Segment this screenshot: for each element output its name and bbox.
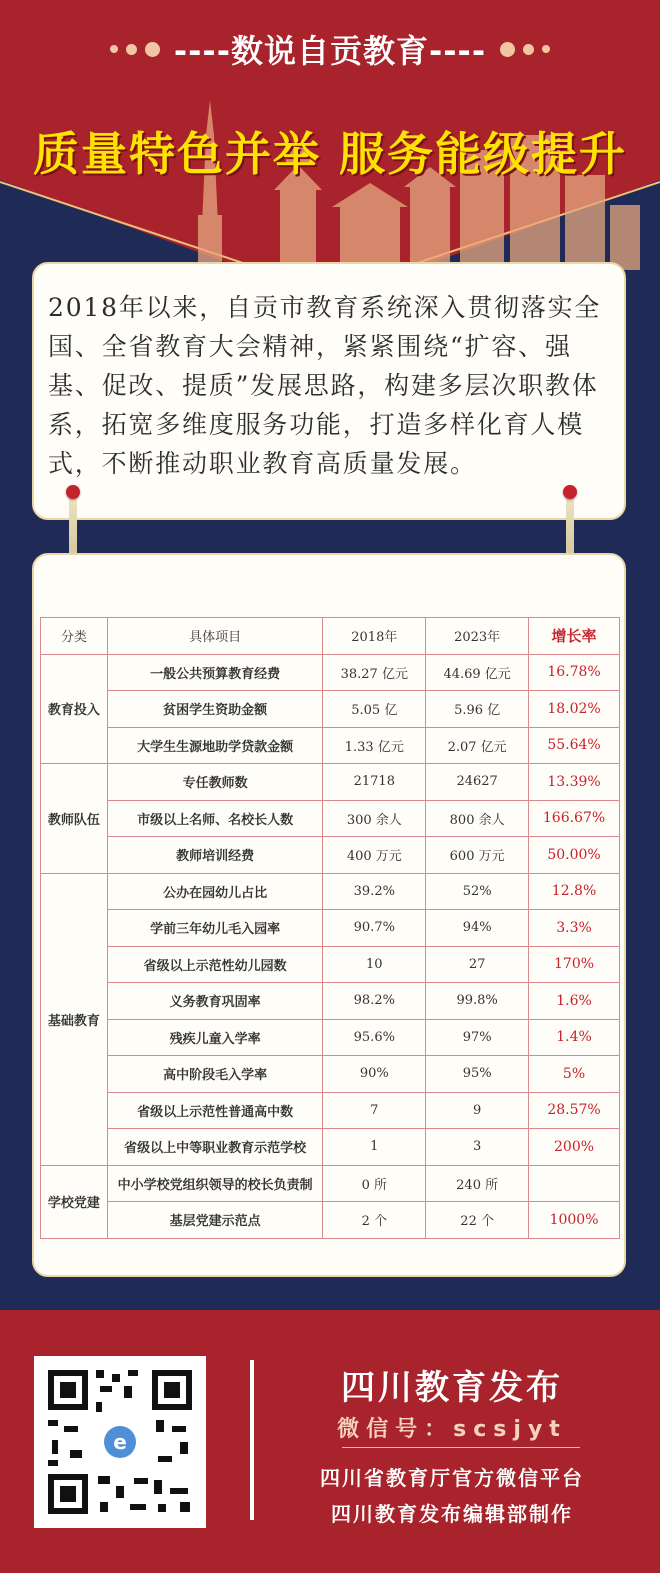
rate-cell: 16.78% (529, 654, 620, 691)
qr-code-icon (34, 1356, 206, 1528)
dot-icon (542, 45, 550, 53)
item-cell: 省级以上示范性普通高中数 (107, 1092, 323, 1129)
item-cell: 教师培训经费 (107, 837, 323, 874)
dot-icon (500, 42, 515, 57)
value-2023-cell: 24627 (426, 764, 529, 801)
made-by-text: 四川教育发布编辑部制作 (331, 1502, 573, 1526)
table-row (41, 764, 620, 801)
item-cell: 市级以上名师、名校长人数 (107, 800, 323, 837)
value-2018-cell: 39.2% (323, 873, 426, 910)
category-cell: 教师队伍 (41, 764, 108, 874)
item-cell: 贫困学生资助金额 (107, 691, 323, 728)
table-header-row (41, 618, 620, 655)
brand-name: 四川教育发布 (341, 1368, 563, 1408)
value-2023-cell: 2.07 亿元 (426, 727, 529, 764)
value-2023-cell: 3 (426, 1129, 529, 1166)
value-2023-cell: 240 所 (426, 1165, 529, 1202)
value-2023-cell: 52% (426, 873, 529, 910)
item-cell: 一般公共预算教育经费 (107, 654, 323, 691)
value-2018-cell: 38.27 亿元 (323, 654, 426, 691)
value-2023-cell: 94% (426, 910, 529, 947)
value-2018-cell: 21718 (323, 764, 426, 801)
rate-cell: 50.00% (529, 837, 620, 874)
item-cell: 基层党建示范点 (107, 1202, 323, 1239)
rate-cell: 170% (529, 946, 620, 983)
item-cell: 义务教育巩固率 (107, 983, 323, 1020)
intro-card (32, 262, 626, 520)
table-row (41, 1165, 620, 1202)
category-cell: 基础教育 (41, 873, 108, 1165)
rate-cell: 13.39% (529, 764, 620, 801)
item-cell: 中小学校党组织领导的校长负责制 (107, 1165, 323, 1202)
header-rate: 增长率 (529, 618, 620, 655)
table-row (41, 1056, 620, 1093)
value-2023-cell: 600 万元 (426, 837, 529, 874)
item-cell: 省级以上示范性幼儿园数 (107, 946, 323, 983)
value-2018-cell: 1.33 亿元 (323, 727, 426, 764)
value-2018-cell: 400 万元 (323, 837, 426, 874)
table-row (41, 800, 620, 837)
table-row (41, 1092, 620, 1129)
rate-cell: 12.8% (529, 873, 620, 910)
item-cell: 大学生生源地助学贷款金额 (107, 727, 323, 764)
platform-text: 四川省教育厅官方微信平台 (320, 1466, 584, 1490)
table-row (41, 910, 620, 947)
value-2023-cell: 97% (426, 1019, 529, 1056)
header (0, 22, 660, 76)
value-2018-cell: 98.2% (323, 983, 426, 1020)
category-cell: 教育投入 (41, 654, 108, 764)
table-row (41, 873, 620, 910)
item-cell: 学前三年幼儿毛入园率 (107, 910, 323, 947)
value-2018-cell: 90% (323, 1056, 426, 1093)
item-cell: 省级以上中等职业教育示范学校 (107, 1129, 323, 1166)
value-2018-cell: 0 所 (323, 1165, 426, 1202)
svg-text:e: e (113, 1430, 127, 1454)
rate-cell: 28.57% (529, 1092, 620, 1129)
rate-cell: 1000% (529, 1202, 620, 1239)
value-2018-cell: 5.05 亿 (323, 691, 426, 728)
rate-cell: 1.4% (529, 1019, 620, 1056)
rate-cell (529, 1165, 620, 1202)
value-2023-cell: 27 (426, 946, 529, 983)
value-2018-cell: 10 (323, 946, 426, 983)
data-table (40, 617, 620, 1239)
header-category: 分类 (41, 618, 108, 655)
table-row (41, 727, 620, 764)
header-item: 具体项目 (107, 618, 323, 655)
header-2018: 2018年 (323, 618, 426, 655)
value-2023-cell: 44.69 亿元 (426, 654, 529, 691)
header-title: ----数说自贡教育---- (173, 32, 487, 70)
value-2018-cell: 300 余人 (323, 800, 426, 837)
wechat-underline (342, 1447, 580, 1448)
dot-icon (523, 44, 534, 55)
table-row (41, 1019, 620, 1056)
item-cell: 公办在园幼儿占比 (107, 873, 323, 910)
rate-cell: 18.02% (529, 691, 620, 728)
intro-text: 2018年以来，自贡市教育系统深入贯彻落实全国、全省教育大会精神，紧紧围绕“扩容、强基、促改、提质”发展思路，构建多层次职教体系，拓宽多维度服务功能，打造多样化育人模式，不断推动职业教育高质量发展。 (48, 293, 602, 478)
value-2023-cell: 800 余人 (426, 800, 529, 837)
dot-icon (126, 44, 137, 55)
rate-cell: 1.6% (529, 983, 620, 1020)
dot-icon (110, 45, 118, 53)
rate-cell: 5% (529, 1056, 620, 1093)
item-cell: 残疾儿童入学率 (107, 1019, 323, 1056)
rate-cell: 55.64% (529, 727, 620, 764)
value-2023-cell: 95% (426, 1056, 529, 1093)
value-2018-cell: 90.7% (323, 910, 426, 947)
value-2023-cell: 9 (426, 1092, 529, 1129)
table-row (41, 1129, 620, 1166)
table-row (41, 654, 620, 691)
value-2018-cell: 7 (323, 1092, 426, 1129)
value-2023-cell: 99.8% (426, 983, 529, 1020)
table-row (41, 946, 620, 983)
item-cell: 专任教师数 (107, 764, 323, 801)
rod-knob-icon (66, 485, 80, 499)
item-cell: 高中阶段毛入学率 (107, 1056, 323, 1093)
value-2018-cell: 95.6% (323, 1019, 426, 1056)
table-row (41, 691, 620, 728)
table-card (32, 553, 626, 1277)
table-row (41, 1202, 620, 1239)
main-title: 质量特色并举 服务能级提升 (32, 127, 627, 181)
category-cell: 学校党建 (41, 1165, 108, 1238)
rod-knob-icon (563, 485, 577, 499)
value-2023-cell: 22 个 (426, 1202, 529, 1239)
rate-cell: 200% (529, 1129, 620, 1166)
value-2018-cell: 2 个 (323, 1202, 426, 1239)
dot-icon (145, 42, 160, 57)
table-row (41, 983, 620, 1020)
footer-divider (250, 1360, 254, 1520)
value-2023-cell: 5.96 亿 (426, 691, 529, 728)
value-2018-cell: 1 (323, 1129, 426, 1166)
header-2023: 2023年 (426, 618, 529, 655)
table-row (41, 837, 620, 874)
wechat-id: 微信号：scsjyt (337, 1417, 567, 1442)
rate-cell: 3.3% (529, 910, 620, 947)
rate-cell: 166.67% (529, 800, 620, 837)
